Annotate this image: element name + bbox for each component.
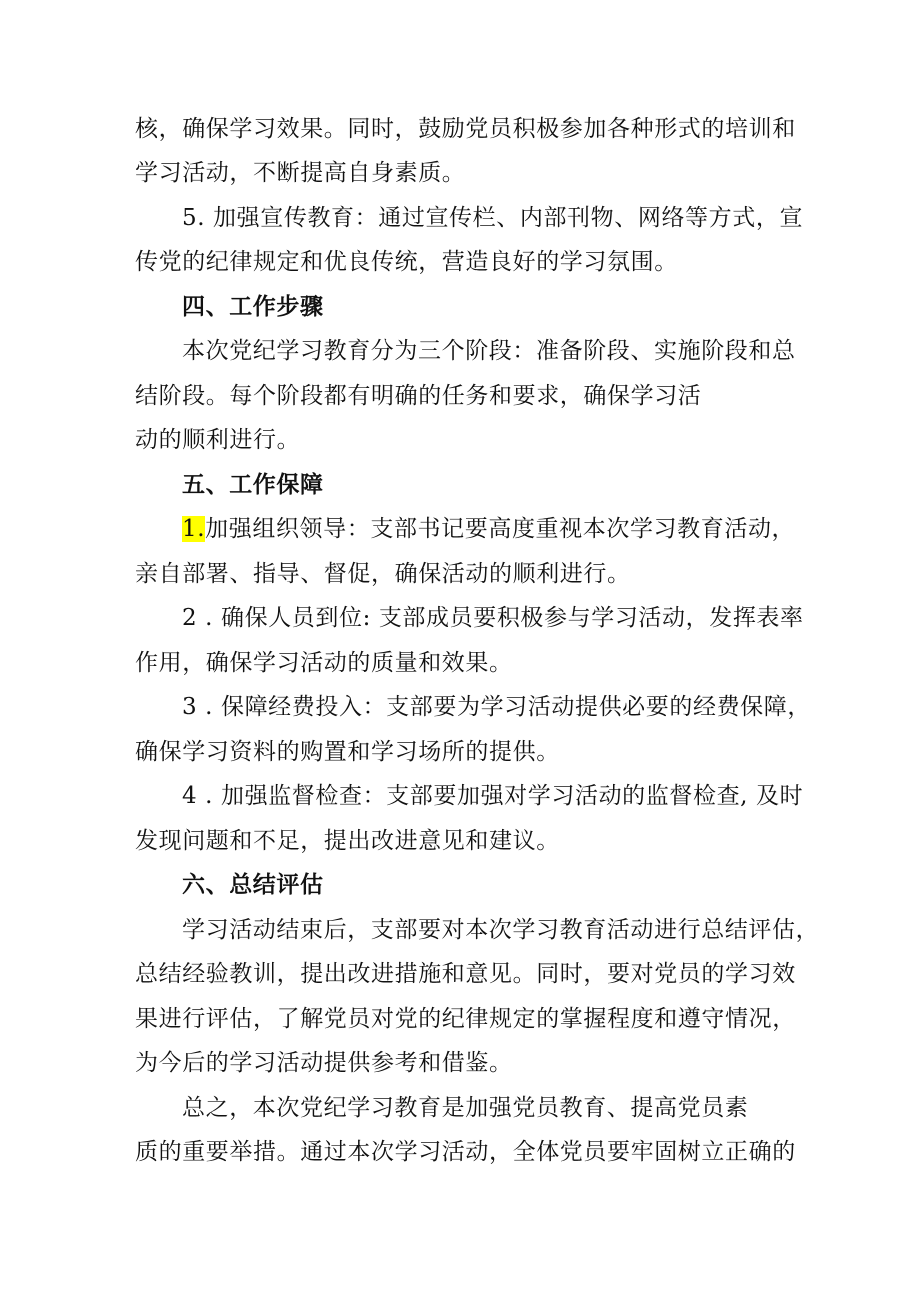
paragraph-line: 总之，本次党纪学习教育是加强党员教育、提高党员素 <box>182 1095 749 1121</box>
paragraph-line: 本次党纪学习教育分为三个阶段：准备阶段、实施阶段和总 <box>182 338 796 364</box>
list-item-4-line: 4 . 加强监督检查：支部要加强对学习活动的监督检查, 及时 <box>182 783 804 809</box>
list-item-text: 加强组织领导：支部书记要高度重视本次学习教育活动， <box>205 516 796 542</box>
paragraph-line: 为今后的学习活动提供参考和借鉴。 <box>135 1050 513 1076</box>
highlighted-number: 1. <box>182 516 206 542</box>
paragraph-line: 核，确保学习效果。同时，鼓励党员积极参加各种形式的培训和 <box>135 116 796 142</box>
paragraph-line: 传党的纪律规定和优良传统，营造良好的学习氛围。 <box>135 249 678 275</box>
list-item-1-line <box>182 514 795 544</box>
paragraph-line: 总结经验教训，提出改进措施和意见。同时，要对党员的学习效 <box>135 961 796 987</box>
paragraph-line: 结阶段。每个阶段都有明确的任务和要求，确保学习活 <box>135 383 702 409</box>
section-heading-4: 四、工作步骤 <box>182 293 324 320</box>
paragraph-line: 动的顺利进行。 <box>135 427 301 453</box>
paragraph-line: 学习活动结束后，支部要对本次学习教育活动进行总结评估， <box>182 917 820 943</box>
paragraph-line: 质的重要举措。通过本次学习活动，全体党员要牢固树立正确的 <box>135 1139 796 1165</box>
list-item-1-line: 亲自部署、指导、督促，确保活动的顺利进行。 <box>135 561 631 587</box>
list-item-2-line: 2 . 确保人员到位: 支部成员要积极参与学习活动，发挥表率 <box>182 605 804 631</box>
paragraph-line: 学习活动，不断提高自身素质。 <box>135 160 466 186</box>
section-heading-5: 五、工作保障 <box>182 471 324 498</box>
paragraph-line: 5. 加强宣传教育：通过宣传栏、内部刊物、网络等方式，宣 <box>182 205 804 231</box>
list-item-3-line: 3 . 保障经费投入：支部要为学习活动提供必要的经费保障， <box>182 694 811 720</box>
section-heading-6: 六、总结评估 <box>182 871 324 898</box>
list-item-4-line: 发现问题和不足，提出改进意见和建议。 <box>135 828 560 854</box>
list-item-3-line: 确保学习资料的购置和学习场所的提供。 <box>135 739 560 765</box>
list-item-2-line: 作用，确保学习活动的质量和效果。 <box>135 650 513 676</box>
paragraph-line: 果进行评估，了解党员对党的纪律规定的掌握程度和遵守情况， <box>135 1006 796 1032</box>
